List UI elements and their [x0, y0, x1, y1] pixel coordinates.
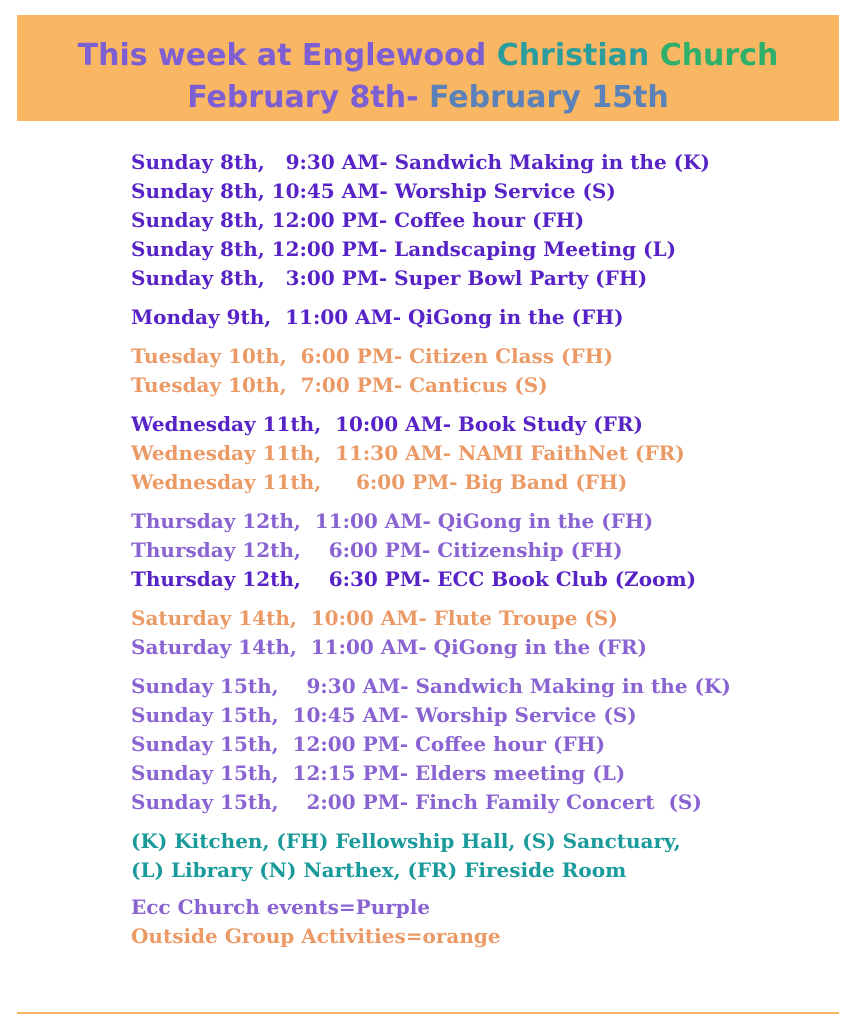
event-item: Sunday 8th, 12:00 PM- Coffee hour (FH) [131, 208, 585, 232]
event-item: Saturday 14th, 10:00 AM- Flute Troupe (S) [131, 606, 618, 630]
group-tuesday-10 [131, 342, 831, 400]
event-item: Sunday 15th, 12:15 PM- Elders meeting (L) [131, 761, 626, 785]
event-item: Sunday 15th, 12:00 PM- Coffee hour (FH) [131, 732, 606, 756]
event-item: Wednesday 11th, 10:00 AM- Book Study (FR) [131, 412, 643, 436]
event-item: Sunday 15th, 9:30 AM- Sandwich Making in the (K) [131, 674, 731, 698]
event-item: Monday 9th, 11:00 AM- QiGong in the (FH) [131, 305, 624, 329]
footer-divider [17, 1012, 839, 1014]
event-item: Sunday 8th, 9:30 AM- Sandwich Making in the (K) [131, 150, 710, 174]
header-banner [17, 15, 839, 121]
color-key [131, 893, 831, 951]
event-item: Sunday 15th, 10:45 AM- Worship Service (S) [131, 703, 637, 727]
legend-line: (K) Kitchen, (FH) Fellowship Hall, (S) Sanctuary, [131, 829, 681, 853]
event-item: Thursday 12th, 6:30 PM- ECC Book Club (Zoom) [131, 567, 697, 591]
event-item: Tuesday 10th, 7:00 PM- Canticus (S) [131, 373, 548, 397]
key-purple: Ecc Church events=Purple [131, 895, 431, 919]
event-item: Wednesday 11th, 6:00 PM- Big Band (FH) [131, 470, 628, 494]
group-thursday-12 [131, 507, 831, 594]
date-part-1: February 8th- [187, 80, 419, 115]
group-sunday-15 [131, 672, 831, 817]
event-item: Sunday 8th, 12:00 PM- Landscaping Meeting (L) [131, 237, 677, 261]
group-monday-9 [131, 303, 831, 332]
event-item: Sunday 15th, 2:00 PM- Finch Family Concert (S) [131, 790, 702, 814]
event-item: Tuesday 10th, 6:00 PM- Citizen Class (FH) [131, 344, 614, 368]
schedule [131, 148, 831, 951]
group-sunday-8 [131, 148, 831, 293]
event-item: Wednesday 11th, 11:30 AM- NAMI FaithNet (FR) [131, 441, 685, 465]
group-wednesday-11 [131, 410, 831, 497]
header-dates [17, 78, 839, 118]
group-saturday-14 [131, 604, 831, 662]
header-title [17, 36, 839, 76]
event-item: Sunday 8th, 3:00 PM- Super Bowl Party (FH) [131, 266, 648, 290]
room-legend [131, 827, 831, 885]
event-item: Sunday 8th, 10:45 AM- Worship Service (S) [131, 179, 616, 203]
title-part-3: Church [659, 38, 779, 73]
title-part-1: This week at Englewood [77, 38, 487, 73]
title-part-2: Christian [496, 38, 650, 73]
event-item: Saturday 14th, 11:00 AM- QiGong in the (FR) [131, 635, 647, 659]
event-item: Thursday 12th, 11:00 AM- QiGong in the (FH) [131, 509, 654, 533]
event-item: Thursday 12th, 6:00 PM- Citizenship (FH) [131, 538, 623, 562]
legend-line: (L) Library (N) Narthex, (FR) Fireside Room [131, 858, 627, 882]
date-part-2: February 15th [429, 80, 669, 115]
key-orange: Outside Group Activities=orange [131, 924, 501, 948]
